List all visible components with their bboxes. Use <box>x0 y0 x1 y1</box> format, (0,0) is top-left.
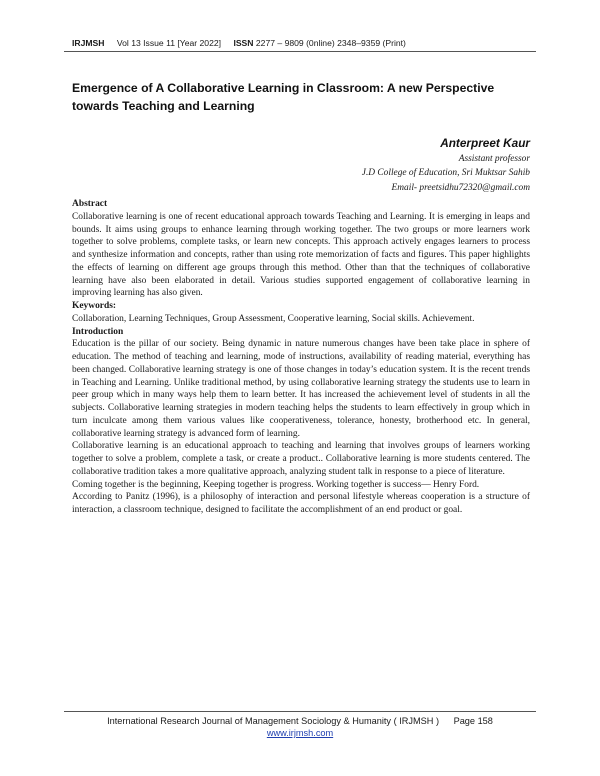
journal-website-link[interactable]: www.irjmsh.com <box>266 728 334 738</box>
intro-paragraph: Collaborative learning is an educational approach to teaching and learning that involves groups of learners working together to solve a problem, complete a task, or create a product.. Collaborative learning is more students centered. The collaborative tradition takes a more qualitative approach, analyzing student talk in response to a piece of literature. <box>72 441 530 477</box>
author-block <box>362 134 530 195</box>
article-body <box>72 198 530 517</box>
footer-divider <box>64 711 536 712</box>
volume-issue: Vol 13 Issue 11 [Year 2022] <box>116 38 222 48</box>
intro-paragraph: According to Panitz (1996), is a philosophy of interaction and personal lifestyle whereas cooperation is a structure of interaction, a classroom technique, designed to facilitate the accomplishment of an end product or goal. <box>72 492 530 515</box>
intro-paragraph: Education is the pillar of our society. Being dynamic in nature numerous changes have been take place in sphere of education. The method of teaching and learning, mode of instructions, availability of reading material, everything has been changed. Collaborative learning strategy is one of those changes in today’s education system. It is the recent trends in Teaching and Learning. Unlike traditional method, by using collaborative learning strategy the students use to learn in peer group which in many ways help them to learn better. It has increased the achievement level of students in all the subjects. Collaborative learning strategies in modern teaching helps the students to learn effectively in group which in turn inculcate among them various values like cooperativeness, tolerance, honesty, brotherhood etc. In general, collaborative learning strategy is advanced form of learning. <box>72 339 530 439</box>
abstract-heading: Abstract <box>72 199 108 209</box>
intro-paragraph: Coming together is the beginning, Keeping together is progress. Working together is success— Henry Ford. <box>72 479 480 490</box>
author-name: Anterpreet Kaur <box>440 136 530 150</box>
introduction-heading: Introduction <box>72 326 124 337</box>
issn-label: ISSN <box>233 38 254 48</box>
keywords-heading: Keywords: <box>72 301 117 311</box>
issn-numbers: 2277 – 9809 (0nline) 2348–9359 (Print) <box>255 38 406 48</box>
running-footer <box>64 715 536 739</box>
running-header <box>72 38 542 48</box>
abstract-text: Collaborative learning is one of recent educational approach towards Teaching and Learning. It is emerging in leaps and bounds. It aims using groups to enhance learning through working together. The two groups or more learners work together to solve problems, complete tasks, or learn new concepts. This approach actively engages learners to process and synthesize information and concepts, rather than using rote memorization of facts and figures. This paper highlights the effects of learning on different age groups through this method. Other than that the techniques of collaborative learning have also been elaborated in detail. Various studies supported engagement of collaborative learning in improving learning has also given. <box>72 211 530 299</box>
author-position: Assistant professor <box>458 154 530 164</box>
paper-title: Emergence of A Collaborative Learning in Classroom: A new Perspective towards Teaching and Learning <box>72 81 495 113</box>
author-email: Email- preetsidhu72320@gmail.com <box>391 182 530 193</box>
keywords-text: Collaboration, Learning Techniques, Group Assessment, Cooperative learning, Social skills. Achievement. <box>72 313 475 324</box>
footer-journal: International Research Journal of Management Sociology & Humanity ( IRJMSH ) <box>107 716 439 726</box>
author-affiliation: J.D College of Education, Sri Muktsar Sahib <box>361 168 530 179</box>
header-divider <box>64 51 536 52</box>
page-number: Page 158 <box>453 716 493 726</box>
journal-abbrev: IRJMSH <box>72 38 105 48</box>
